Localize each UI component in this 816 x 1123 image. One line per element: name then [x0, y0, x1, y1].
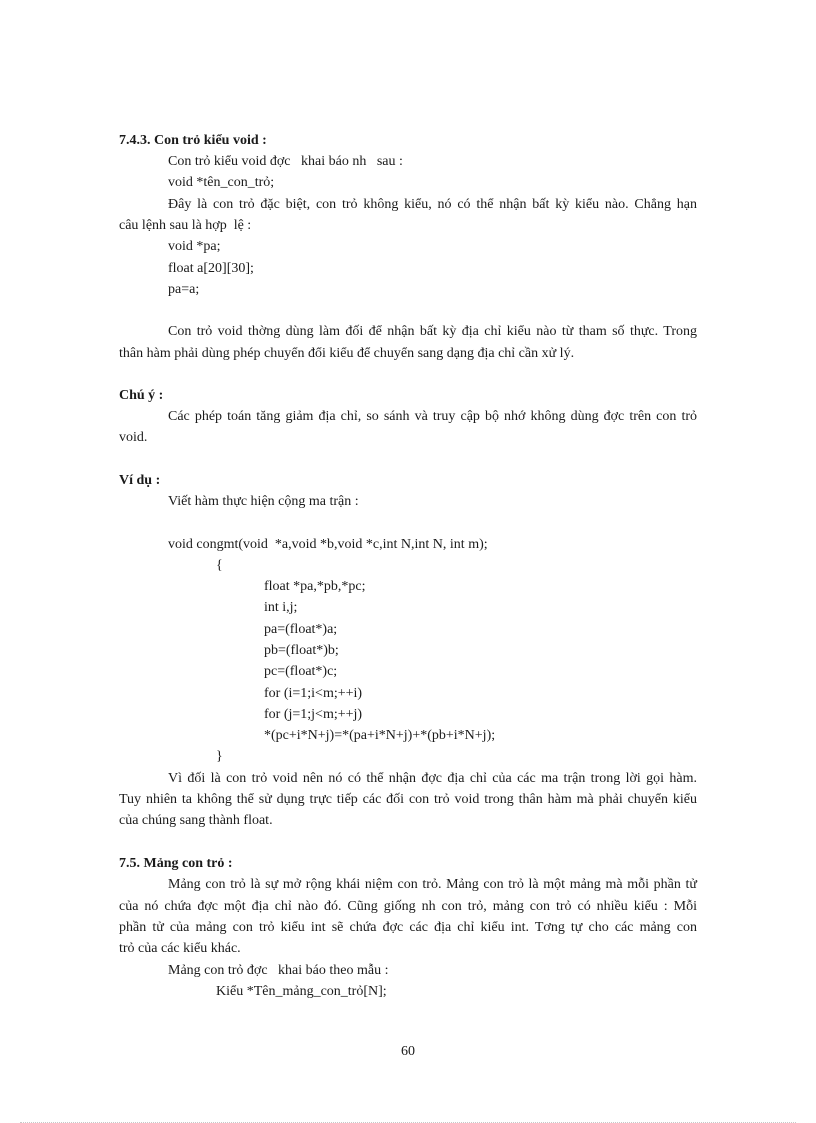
paragraph-line: Tuy nhiên ta không thể sử dụng trực tiếp các đối con trỏ void trong thân hàm mà phải chuyển kiểu	[119, 792, 697, 807]
code-line: pc=(float*)c;	[264, 664, 338, 679]
code-line: void *pa;	[168, 239, 221, 254]
code-line: float a[20][30];	[168, 261, 254, 276]
example-heading: Ví dụ :	[119, 473, 161, 488]
page-number: 60	[401, 1044, 415, 1059]
paragraph-line: Con trỏ void thờng dùng làm đối để nhận bất kỳ địa chỉ kiểu nào từ tham số thực. Trong	[168, 324, 697, 339]
code-line: float *pa,*pb,*pc;	[264, 579, 366, 594]
paragraph-line: Con trỏ kiểu void đợc khai báo nh sau :	[168, 154, 403, 169]
code-brace: }	[216, 749, 223, 764]
code-line: pb=(float*)b;	[264, 643, 339, 658]
paragraph-line: Đây là con trỏ đặc biệt, con trỏ không kiểu, nó có thể nhận bất kỳ kiểu nào. Chẳng hạn	[168, 197, 697, 212]
paragraph-line: void.	[119, 430, 148, 445]
paragraph-line: Mảng con trỏ là sự mở rộng khái niệm con trỏ. Mảng con trỏ là một mảng mà mỗi phần tử	[168, 877, 697, 892]
paragraph-line: câu lệnh sau là hợp lệ :	[119, 218, 252, 233]
code-line: for (j=1;j<m;++j)	[264, 707, 363, 722]
code-line: Kiểu *Tên_mảng_con_trỏ[N];	[216, 984, 387, 999]
code-line: int i,j;	[264, 600, 298, 615]
code-line: void *tên_con_trỏ;	[168, 175, 275, 190]
code-brace: {	[216, 558, 223, 573]
section-heading-7-5: 7.5. Mảng con trỏ :	[119, 856, 233, 871]
code-line: for (i=1;i<m;++i)	[264, 686, 363, 701]
paragraph-line: Các phép toán tăng giảm địa chỉ, so sánh và truy cập bộ nhớ không dùng đợc trên con trỏ	[168, 409, 697, 424]
paragraph-line: của nó chứa đợc một địa chỉ nào đó. Cũng giống nh con trỏ, mảng con trỏ có nhiều kiểu : Mỗi	[119, 899, 697, 914]
note-heading: Chú ý :	[119, 388, 164, 403]
paragraph-line: Mảng con trỏ đợc khai báo theo mẫu :	[168, 963, 389, 978]
paragraph-line: trỏ của các kiểu khác.	[119, 941, 241, 956]
paragraph-line: của chúng sang thành float.	[119, 813, 273, 828]
paragraph-line: phần tử của mảng con trỏ kiểu int sẽ chứa đợc các địa chỉ kiểu int. Tơng tự cho các mảng con	[119, 920, 697, 935]
paragraph-line: Vì đối là con trỏ void nên nó có thể nhận đợc địa chỉ của các ma trận trong lời gọi hàm.	[168, 771, 697, 786]
section-heading-7-4-3: 7.4.3. Con trỏ kiểu void :	[119, 133, 267, 148]
code-line: pa=(float*)a;	[264, 622, 338, 637]
paragraph-line: thân hàm phải dùng phép chuyển đổi kiểu để chuyển sang dạng địa chỉ cần xử lý.	[119, 346, 575, 361]
code-line: void congmt(void *a,void *b,void *c,int N,int N, int m);	[168, 537, 488, 552]
code-line: pa=a;	[168, 282, 200, 297]
code-line: *(pc+i*N+j)=*(pa+i*N+j)+*(pb+i*N+j);	[264, 728, 496, 743]
paragraph-line: Viết hàm thực hiện cộng ma trận :	[168, 494, 359, 509]
